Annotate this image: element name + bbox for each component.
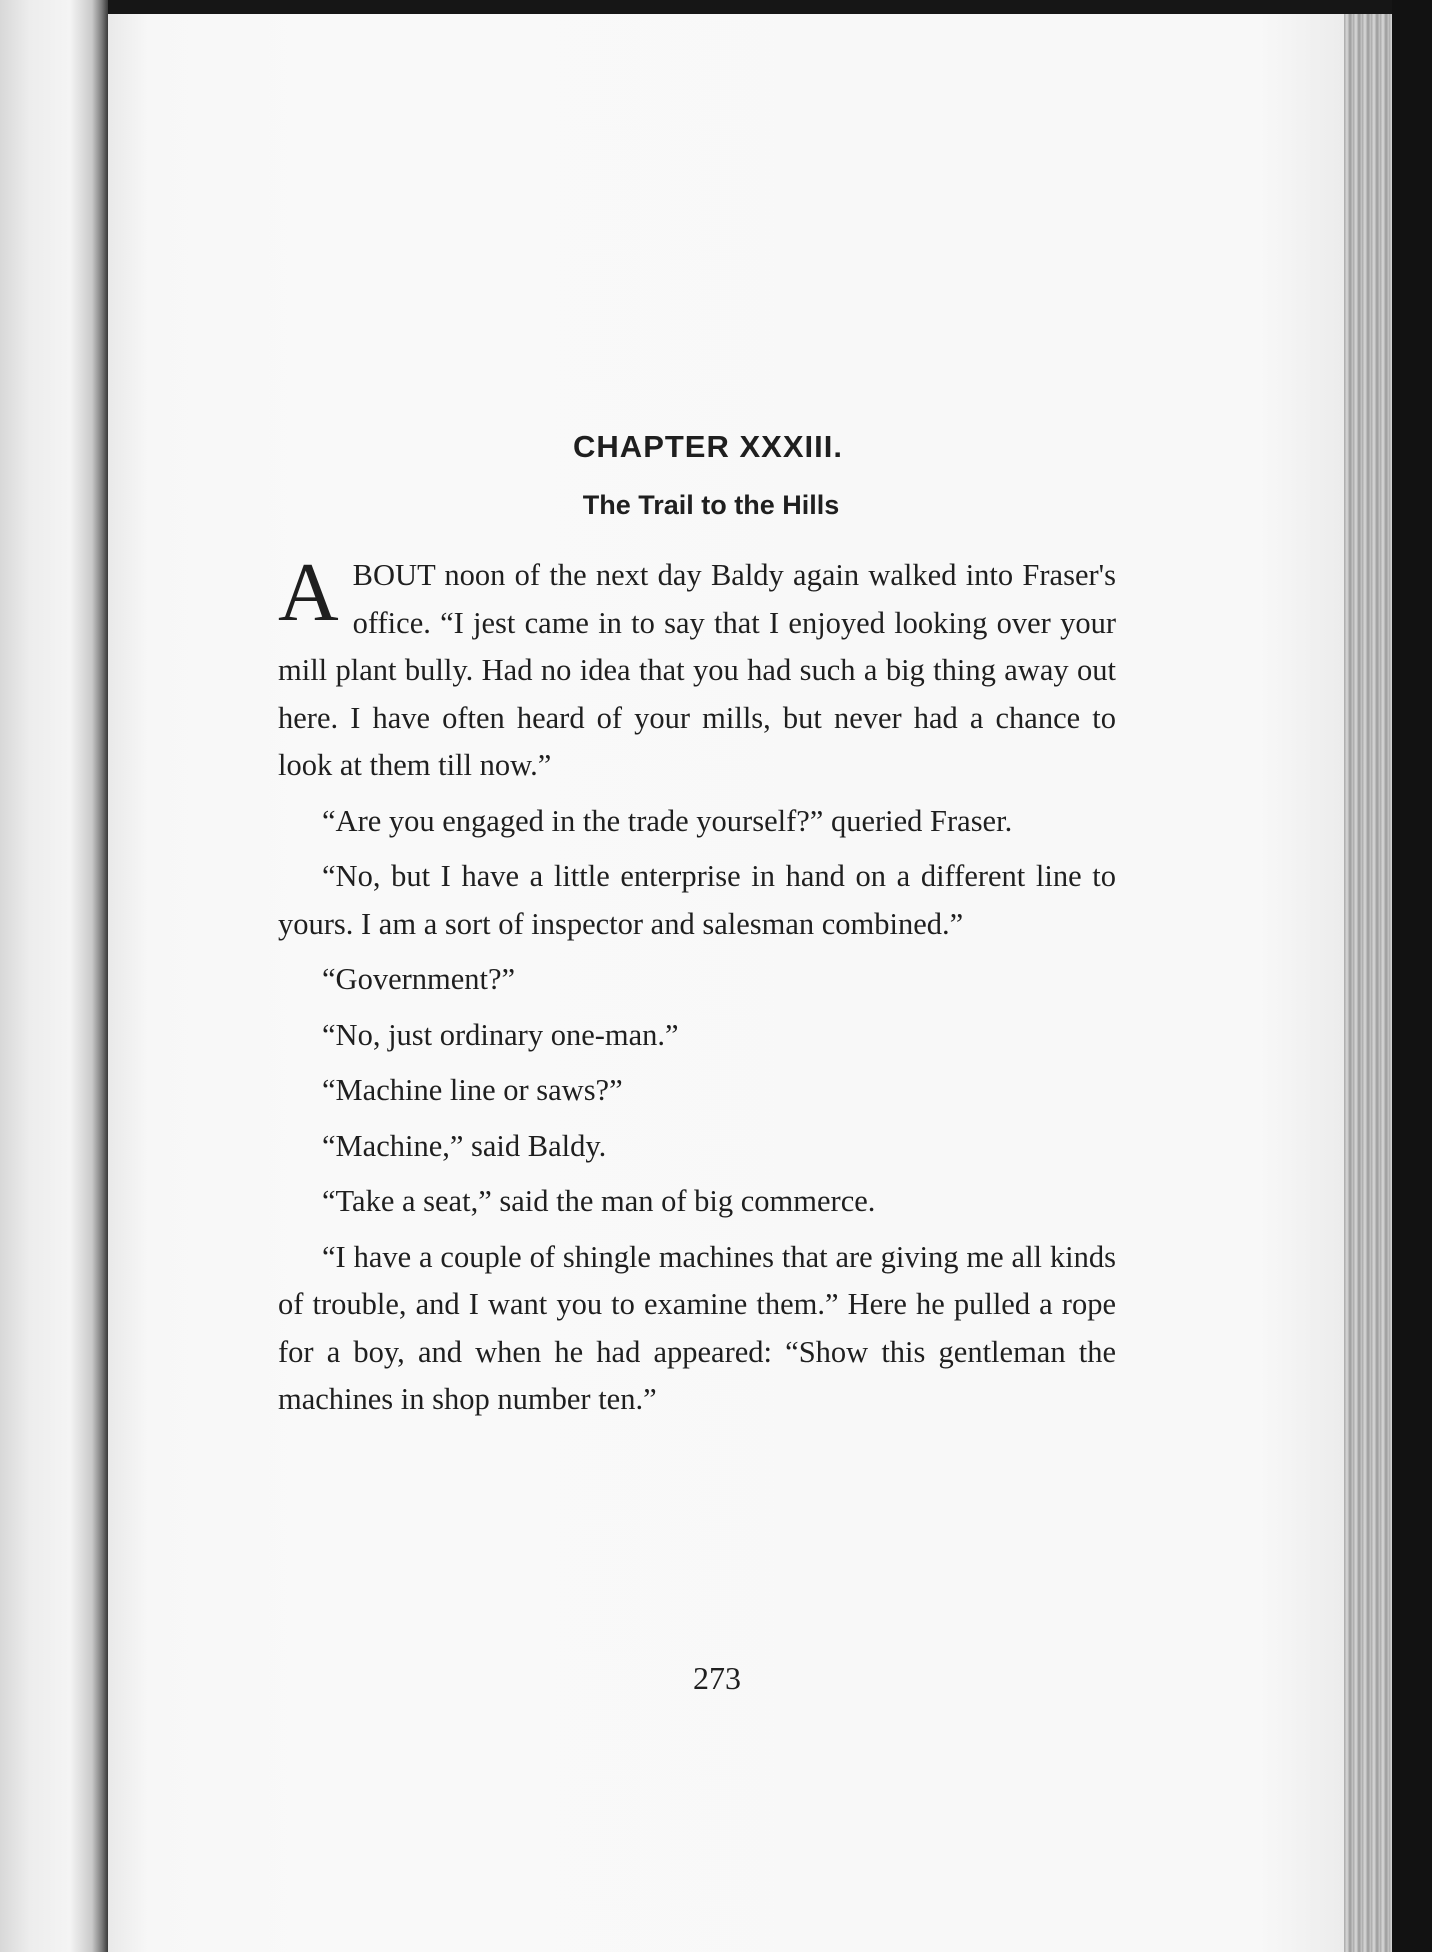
page-number: 273: [693, 1660, 741, 1696]
paragraph-7: “Machine,” said Baldy.: [322, 1128, 607, 1163]
paragraph-8: “Take a seat,” said the man of big commerce.: [322, 1184, 876, 1218]
scan-right-border: [1392, 0, 1432, 1952]
paragraph-1: [278, 546, 1116, 790]
previous-page-edge: [0, 0, 108, 1952]
paragraph-3: “No, but I have a little enterprise in hand on a different line to yours. I am a sort of inspector and salesman combined.”: [278, 859, 1116, 941]
drop-cap: A: [278, 546, 339, 639]
paragraph-9: “I have a couple of shingle machines that are giving me all kinds of trouble, and I want you to examine them.” Here he pulled a rope for a boy, and when he had appeared: “Show this gentleman the machines in shop number ten.”: [278, 1239, 1116, 1416]
paragraph-6: “Machine line or saws?”: [322, 1073, 623, 1107]
paragraph-4: “Government?”: [322, 962, 516, 996]
paragraph-2: “Are you engaged in the trade yourself?” queried Fraser.: [322, 803, 1013, 838]
scan-top-border: [108, 0, 1392, 14]
page-text-block: [278, 420, 1116, 1696]
chapter-title: The Trail to the Hills: [582, 490, 840, 520]
chapter-heading: CHAPTER XXXIII.: [573, 429, 843, 464]
paragraph-text: BOUT noon of the next day Baldy again walked into Fraser's office. “I jest came in to say that I enjoyed looking over your mill plant bully. Had no idea that you had such a big thing away out here. I have often heard of your mills, but never had a chance to look at them till now.”: [278, 558, 1116, 782]
page-stack-edges: [1344, 14, 1392, 1952]
paragraph-5: “No, just ordinary one-man.”: [322, 1017, 679, 1052]
